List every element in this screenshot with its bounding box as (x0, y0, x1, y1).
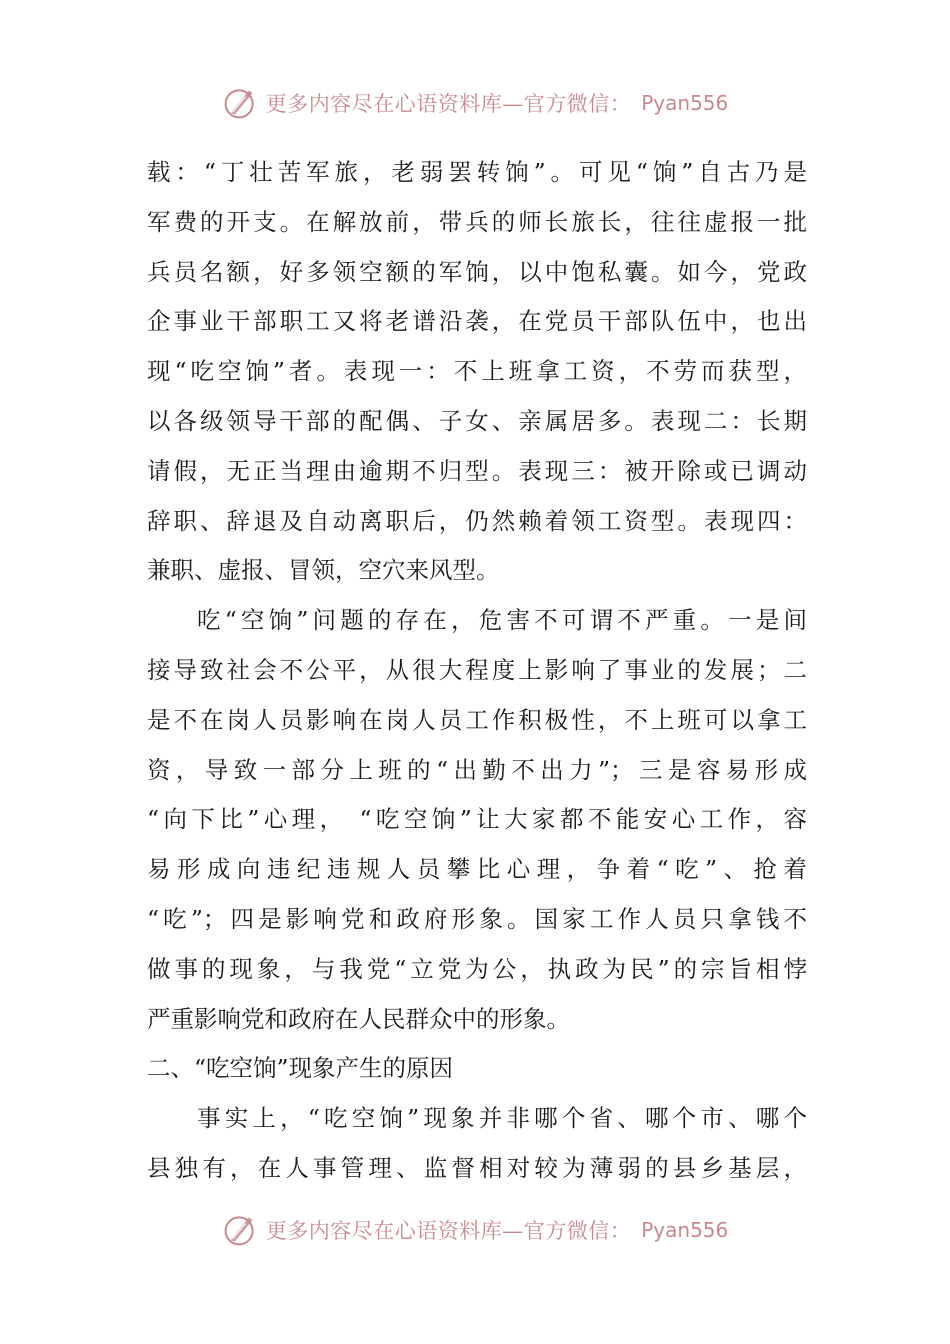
text-line: 载：“丁壮苦军旅，老弱罢转饷”。可见“饷”自古乃是 (147, 158, 807, 186)
text-line: 是不在岗人员影响在岗人员工作积极性，不上班可以拿工 (147, 705, 807, 734)
watermark-text: 更多内容尽在心语资料库—官方微信： (265, 1219, 632, 1243)
document-body (147, 148, 807, 1194)
text-line: 现“吃空饷”者。表现一：不上班拿工资，不劳而获型， (147, 357, 807, 386)
text-line: 吃“空饷”问题的存在，危害不可谓不严重。一是间 (197, 606, 807, 635)
text-line: “吃”；四是影响党和政府形象。国家工作人员只拿钱不 (147, 904, 807, 933)
text-line: 军费的开支。在解放前，带兵的师长旅长，往往虚报一批 (147, 207, 807, 236)
text-line: 资，导致一部分上班的“出勤不出力”；三是容易形成 (147, 755, 807, 784)
text-line: 二、“吃空饷”现象产生的原因 (147, 1054, 454, 1083)
text-line: 接导致社会不公平，从很大程度上影响了事业的发展；二 (147, 655, 807, 684)
text-line: 辞职、辞退及自动离职后，仍然赖着领工资型。表现四： (147, 506, 807, 535)
watermark-id: Pyan556 (641, 91, 729, 115)
quill-logo-icon (222, 1212, 258, 1248)
watermark-id: Pyan556 (641, 1218, 729, 1242)
text-line: 兼职、虚报、冒领，空穴来风型。 (147, 556, 500, 585)
header-watermark (0, 83, 950, 123)
footer-watermark (0, 1210, 950, 1250)
text-line: 企事业干部职工又将老谱沿袭，在党员干部队伍中，也出 (147, 307, 807, 336)
quill-logo-icon (222, 85, 258, 121)
watermark-text: 更多内容尽在心语资料库—官方微信： (265, 92, 632, 116)
text-line: 严重影响党和政府在人民群众中的形象。 (147, 1004, 570, 1033)
text-line: 易形成向违纪违规人员攀比心理，争着“吃”、抢着 (147, 855, 807, 884)
text-line: 兵员名额，好多领空额的军饷，以中饱私囊。如今，党政 (147, 257, 807, 286)
text-line: 事实上，“吃空饷”现象并非哪个省、哪个市、哪个 (197, 1104, 807, 1133)
text-line: 请假，无正当理由逾期不归型。表现三：被开除或已调动 (147, 456, 807, 485)
text-line: “向下比”心理， “吃空饷”让大家都不能安心工作，容 (147, 805, 807, 834)
text-line: 以各级领导干部的配偶、子女、亲属居多。表现二：长期 (147, 406, 807, 435)
text-line: 做事的现象，与我党“立党为公，执政为民”的宗旨相悖 (147, 954, 807, 983)
text-line: 县独有，在人事管理、监督相对较为薄弱的县乡基层， (147, 1153, 807, 1182)
